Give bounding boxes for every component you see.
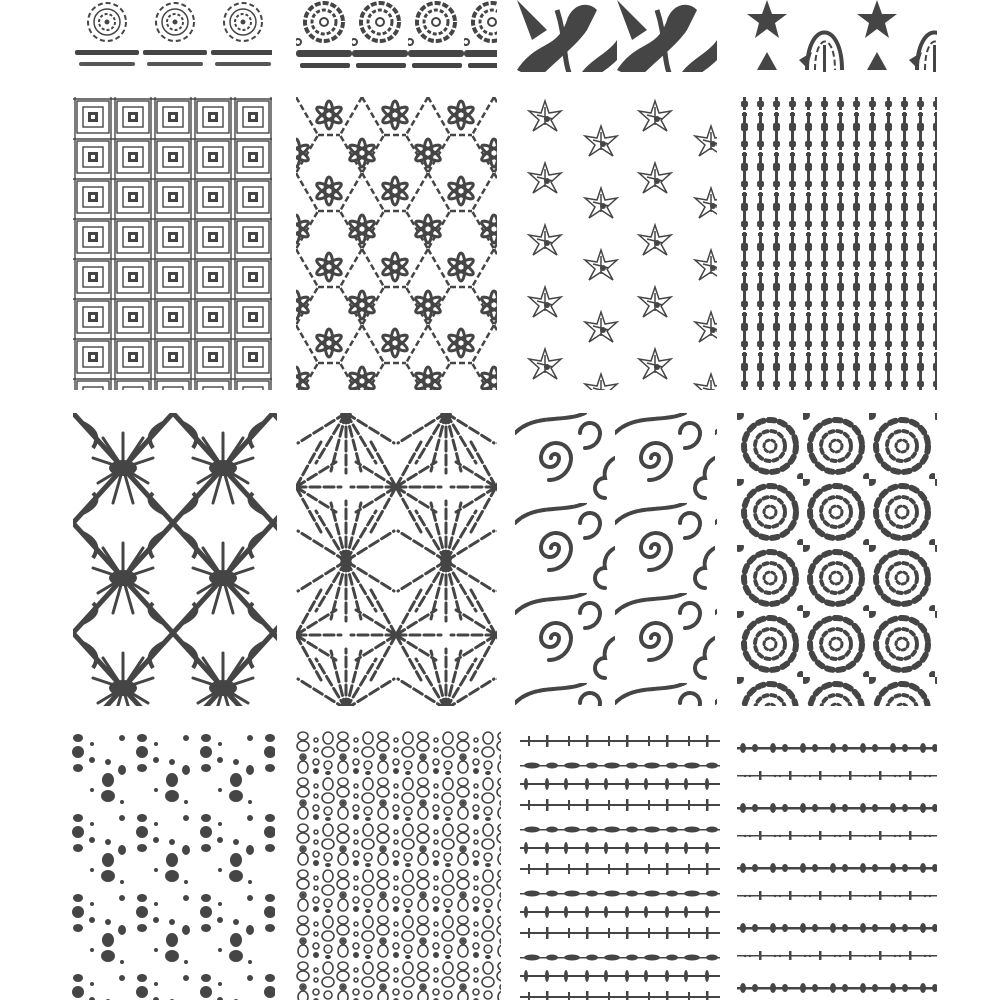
pattern-tile-vertical-dashes[interactable]: [737, 97, 937, 390]
pattern-tile-dotted-spirals[interactable]: [737, 413, 937, 706]
pebble-pattern-graphic: [296, 730, 501, 1000]
sunburst-pattern-graphic: [296, 413, 497, 706]
spiral-pattern-graphic: [515, 413, 717, 706]
pattern-tile-medallions-bold[interactable]: [296, 0, 497, 72]
pattern-tile-spiral-waves[interactable]: [515, 413, 717, 706]
pattern-tile-stitched-lines[interactable]: [737, 733, 937, 1000]
pattern-tile-shibori-diamonds[interactable]: [73, 413, 277, 706]
pattern-tile-nested-squares[interactable]: [73, 97, 272, 390]
medallion-pattern-graphic: [73, 0, 272, 72]
pattern-tile-beaded-lines[interactable]: [520, 733, 720, 1000]
squares-pattern-graphic: [73, 97, 272, 390]
pattern-tile-sunbursts[interactable]: [296, 413, 497, 706]
bead-line-pattern-graphic: [520, 733, 720, 1000]
pattern-tile-sketch-stars[interactable]: [517, 97, 717, 390]
pattern-tile-swirl-leaves[interactable]: [517, 0, 717, 72]
pattern-tile-medallions-light[interactable]: [73, 0, 272, 72]
pattern-tile-stars-arches[interactable]: [737, 0, 937, 72]
stripe-pattern-graphic: [737, 97, 937, 390]
stitch-line-pattern-graphic: [737, 733, 937, 1000]
dot-pattern-graphic: [70, 730, 275, 1000]
pattern-tile-dot-drops[interactable]: [70, 730, 275, 1000]
star-pattern-graphic: [737, 0, 937, 72]
sketch-star-pattern-graphic: [517, 97, 717, 390]
medallion-pattern-graphic: [296, 0, 497, 72]
pattern-tile-pebble-chains[interactable]: [296, 730, 501, 1000]
shibori-pattern-graphic: [73, 413, 277, 706]
dotted-spiral-pattern-graphic: [737, 413, 937, 706]
swirl-pattern-graphic: [517, 0, 717, 72]
pattern-tile-hex-flowers[interactable]: [296, 97, 497, 390]
flower-pattern-graphic: [296, 97, 497, 390]
